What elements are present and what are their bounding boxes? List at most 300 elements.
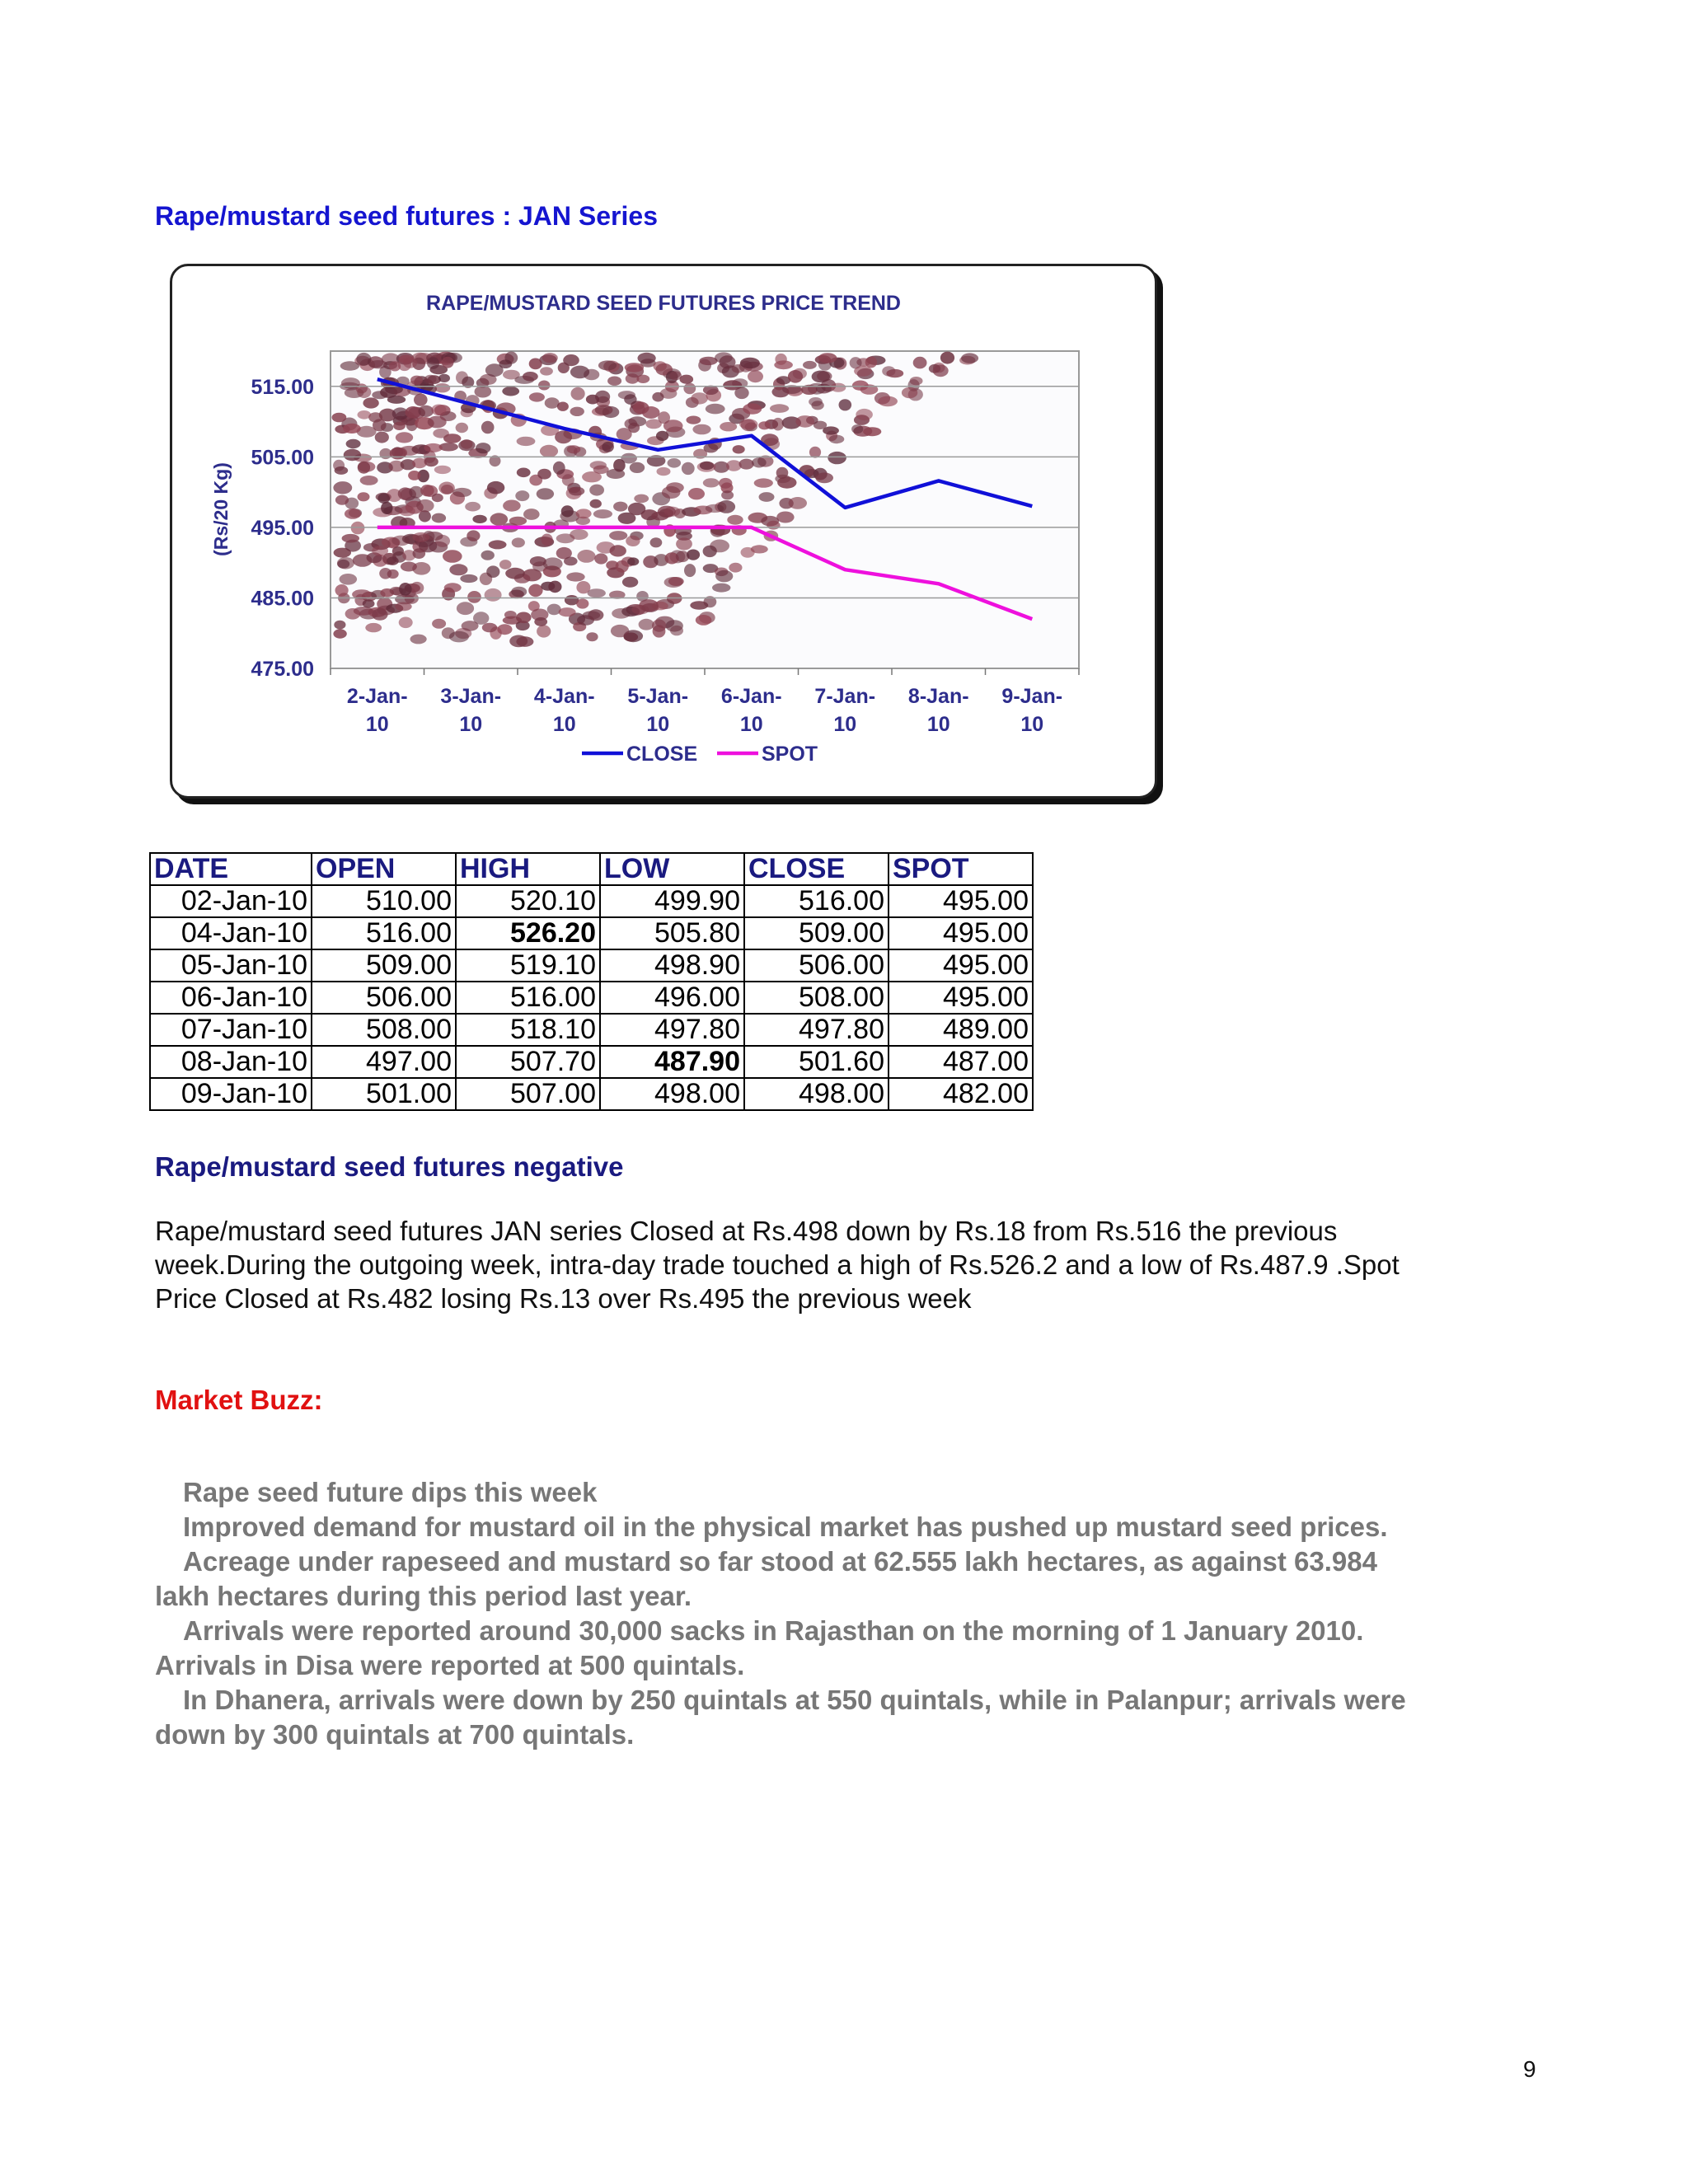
seed-dot (739, 459, 754, 470)
seed-dot (616, 560, 629, 573)
cell-high: 516.00 (456, 982, 600, 1014)
seed-dot (467, 591, 481, 603)
seed-dot (503, 500, 521, 512)
seed-dot (360, 476, 378, 485)
seed-dot (505, 568, 525, 579)
seed-dot (511, 587, 527, 598)
col-low: LOW (600, 853, 744, 885)
cell-date: 02-Jan-10 (150, 885, 312, 917)
seed-dot (691, 392, 708, 404)
seed-dot (545, 397, 560, 408)
seed-dot (803, 361, 817, 369)
y-tick-label: 475.00 (251, 658, 314, 681)
cell-spot: 489.00 (889, 1014, 1033, 1046)
seed-dot (829, 435, 845, 444)
cell-close: 498.00 (744, 1078, 889, 1110)
cell-low: 487.90 (600, 1046, 744, 1078)
cell-date: 09-Jan-10 (150, 1078, 312, 1110)
seed-dot (712, 583, 730, 593)
seed-dot (613, 502, 627, 512)
seed-dot (628, 503, 645, 515)
seed-dot (399, 617, 413, 629)
seed-dot (625, 419, 638, 429)
x-tick-label: 10 (365, 713, 389, 736)
table-row (150, 917, 1033, 949)
seed-dot (412, 532, 429, 542)
cell-open: 508.00 (312, 1014, 456, 1046)
cell-low: 498.90 (600, 949, 744, 982)
seed-dot (372, 608, 387, 620)
seed-dot (772, 418, 784, 431)
seed-dot (424, 375, 437, 384)
seed-dot (683, 383, 696, 395)
col-open: OPEN (312, 853, 456, 885)
table-row (150, 1078, 1033, 1110)
seed-dot (638, 353, 656, 364)
seed-dot (444, 583, 462, 592)
seed-dot (372, 391, 387, 399)
seed-dot (476, 443, 490, 453)
seed-dot (390, 448, 406, 460)
seed-dot (403, 358, 417, 368)
seed-dot (776, 467, 789, 479)
seed-dot (515, 490, 529, 501)
seed-dot (588, 588, 606, 598)
seed-dot (431, 405, 446, 416)
table-row (150, 885, 1033, 917)
cell-date: 06-Jan-10 (150, 982, 312, 1014)
seed-dot (562, 474, 574, 485)
seed-dot (759, 492, 775, 502)
seed-dot (586, 632, 598, 641)
seed-dot (427, 357, 439, 369)
seed-dot (346, 439, 361, 448)
seed-dot (852, 381, 869, 391)
seed-dot (473, 612, 489, 625)
summary-line: Price Closed at Rs.482 losing Rs.13 over Rs.495 the previous week (155, 1283, 972, 1314)
seed-dot (356, 353, 371, 366)
seed-dot (363, 599, 375, 607)
seed-dot (433, 429, 449, 438)
market-buzz-list (155, 1475, 1639, 1752)
page-number: 9 (1523, 2056, 1536, 2082)
seed-dot (555, 430, 572, 443)
cell-low: 497.80 (600, 1014, 744, 1046)
seed-dot (910, 377, 923, 385)
seed-dot (913, 357, 927, 369)
seed-dot (633, 401, 649, 414)
seed-dot (652, 392, 663, 402)
x-tick-label: 10 (646, 713, 670, 736)
seed-dot (414, 394, 428, 406)
seed-dot (537, 488, 554, 499)
seed-dot (543, 557, 563, 570)
seed-dot (372, 546, 388, 555)
seed-dot (358, 462, 370, 474)
seed-dot (472, 515, 486, 523)
seed-dot (933, 364, 949, 377)
seed-dot (559, 607, 576, 616)
seed-dot (353, 554, 373, 567)
cell-open: 516.00 (312, 917, 456, 949)
seed-dot (886, 369, 903, 377)
cell-high: 507.70 (456, 1046, 600, 1078)
seed-dot (517, 437, 536, 446)
seed-dot (690, 601, 708, 610)
seed-dot (412, 562, 430, 575)
seed-dot (658, 411, 670, 424)
table-header-row (150, 853, 1033, 885)
summary-line: week.During the outgoing week, intra-day trade touched a high of Rs.526.2 and a low of Rs.487.9 .Spot (155, 1249, 1400, 1280)
seed-dot (528, 584, 542, 598)
seed-dot (542, 534, 553, 546)
seed-dot (598, 360, 617, 370)
buzz-item: Acreage under rapeseed and mustard so far stood at 62.555 lakh hectares, as against 63.984 (183, 1546, 1377, 1577)
seed-dot (816, 384, 832, 394)
x-tick-label: 5-Jan- (627, 685, 689, 708)
seed-dot (590, 461, 607, 469)
seed-dot (452, 488, 471, 497)
table-row (150, 1014, 1033, 1046)
buzz-item-cont: down by 300 quintals at 700 quintals. (155, 1719, 635, 1750)
seed-dot (570, 529, 588, 540)
seed-dot (639, 599, 659, 612)
seed-dot (576, 581, 590, 593)
seed-dot (502, 387, 519, 396)
seed-dot (743, 403, 762, 414)
buzz-item: Arrivals were reported around 30,000 sacks in Rajasthan on the morning of 1 January 2010. (183, 1615, 1364, 1646)
seed-dot (418, 405, 434, 417)
seed-dot (432, 513, 446, 523)
seed-dot (410, 376, 423, 385)
seed-dot (961, 353, 978, 363)
seed-dot (703, 478, 720, 487)
seed-dot (340, 574, 358, 585)
buzz-item: In Dhanera, arrivals were down by 250 quintals at 550 quintals, while in Palanpur; arrivals were (183, 1685, 1406, 1715)
seed-dot (485, 588, 502, 602)
cell-open: 501.00 (312, 1078, 456, 1110)
x-tick-label: 6-Jan- (720, 685, 782, 708)
seed-dot (595, 405, 613, 415)
cell-date: 05-Jan-10 (150, 949, 312, 982)
seed-dot (449, 564, 467, 575)
cell-close: 506.00 (744, 949, 889, 982)
cell-close: 508.00 (744, 982, 889, 1014)
seed-dot (704, 443, 719, 452)
seed-dot (741, 547, 755, 558)
seed-dot (727, 515, 743, 525)
chart-title: RAPE/MUSTARD SEED FUTURES PRICE TREND (426, 292, 901, 315)
buzz-item-cont: Arrivals in Disa were reported at 500 quintals. (155, 1650, 745, 1680)
x-tick-label: 10 (739, 713, 763, 736)
seed-dot (428, 416, 447, 429)
cell-high: 507.00 (456, 1078, 600, 1110)
table-row (150, 1046, 1033, 1078)
seed-dot (818, 353, 837, 363)
negative-heading: Rape/mustard seed futures negative (155, 1151, 624, 1182)
chart-svg (172, 266, 1155, 796)
seed-dot (410, 582, 424, 594)
seed-dot (607, 377, 621, 386)
seed-dot (602, 442, 614, 452)
y-axis-label: (Rs/20 Kg) (210, 462, 232, 556)
seed-dot (387, 396, 406, 404)
x-tick-label: 4-Jan- (533, 685, 595, 708)
seed-dot (676, 537, 692, 550)
seed-dot (622, 577, 638, 588)
seed-dot (586, 395, 599, 405)
seed-dot (434, 466, 451, 474)
seed-dot (657, 467, 671, 476)
seed-dot (721, 490, 734, 499)
seed-dot (706, 404, 725, 415)
seed-dot (569, 487, 584, 496)
y-tick-label: 485.00 (251, 587, 314, 611)
cell-high: 520.10 (456, 885, 600, 917)
cell-low: 496.00 (600, 982, 744, 1014)
seed-dot (424, 457, 438, 466)
seed-dot (420, 485, 434, 496)
seed-dot (333, 481, 352, 494)
seed-dot (416, 499, 434, 512)
seed-dot (523, 509, 540, 520)
seed-dot (703, 546, 717, 557)
seed-dot (878, 396, 898, 407)
seed-dot (373, 419, 387, 431)
seed-dot (335, 466, 349, 475)
seed-dot (624, 394, 636, 405)
seed-dot (461, 439, 473, 449)
summary-line: Rape/mustard seed futures JAN series Closed at Rs.498 down by Rs.18 from Rs.516 the previous (155, 1216, 1338, 1246)
seed-dot (332, 413, 347, 423)
seed-dot (570, 366, 589, 379)
seed-dot (443, 550, 462, 563)
seed-dot (345, 509, 361, 519)
table-row (150, 949, 1033, 982)
seed-dot (593, 509, 612, 518)
buzz-item: Improved demand for mustard oil in the physical market has pushed up mustard seed prices. (183, 1511, 1388, 1542)
seed-dot (715, 570, 733, 583)
cell-date: 07-Jan-10 (150, 1014, 312, 1046)
seed-dot (720, 422, 737, 431)
seed-dot (499, 560, 512, 569)
buzz-item: Rape seed future dips this week (183, 1477, 598, 1507)
seed-dot (719, 478, 732, 489)
col-high: HIGH (456, 853, 600, 885)
seed-dot (561, 505, 574, 517)
seed-dot (381, 502, 392, 514)
seed-dot (567, 445, 581, 453)
seed-dot (537, 625, 551, 637)
col-date: DATE (150, 853, 312, 885)
seed-dot (542, 353, 558, 363)
seed-dot (410, 635, 427, 644)
seed-dot (668, 577, 684, 586)
seed-dot (509, 517, 527, 526)
seed-dot (831, 383, 846, 392)
seed-dot (340, 361, 359, 370)
seed-dot (523, 372, 538, 382)
seed-dot (687, 416, 701, 424)
seed-dot (337, 560, 349, 569)
seed-dot (482, 623, 497, 633)
seed-dot (363, 397, 378, 408)
seed-dot (389, 361, 401, 371)
seed-dot (358, 492, 370, 501)
seed-dot (609, 531, 627, 540)
seed-dot (342, 534, 359, 543)
cell-close: 509.00 (744, 917, 889, 949)
seed-dot (457, 602, 474, 615)
seed-dot (639, 619, 654, 630)
x-tick-label: 9-Jan- (1001, 685, 1063, 708)
seed-dot (438, 374, 450, 382)
seed-dot (335, 584, 349, 597)
seed-dot (636, 375, 649, 383)
seed-dot (534, 617, 547, 626)
seed-dot (548, 581, 561, 593)
seed-dot (481, 551, 495, 560)
seed-dot (529, 359, 542, 370)
seed-dot (570, 407, 584, 416)
seed-dot (456, 423, 468, 433)
cell-close: 497.80 (744, 1014, 889, 1046)
cell-high: 526.20 (456, 917, 600, 949)
seed-dot (434, 383, 450, 392)
seed-dot (851, 424, 863, 434)
seed-dot (767, 521, 780, 530)
cell-spot: 487.00 (889, 1046, 1033, 1078)
seed-dot (839, 399, 852, 410)
seed-dot (438, 482, 455, 494)
cell-close: 501.60 (744, 1046, 889, 1078)
cell-date: 04-Jan-10 (150, 917, 312, 949)
cell-open: 509.00 (312, 949, 456, 982)
seed-dot (571, 387, 585, 401)
y-tick-label: 495.00 (251, 516, 314, 540)
seed-dot (650, 537, 663, 547)
seed-dot (687, 550, 700, 560)
col-close: CLOSE (744, 853, 889, 885)
seed-dot (662, 486, 681, 499)
seed-dot (688, 488, 705, 499)
x-tick-label: 10 (1020, 713, 1044, 736)
x-tick-label: 10 (833, 713, 857, 736)
cell-spot: 495.00 (889, 917, 1033, 949)
seed-dot (540, 445, 558, 457)
seed-dot (529, 392, 545, 401)
seed-dot (387, 557, 399, 565)
seed-dot (590, 499, 602, 509)
seed-dot (817, 371, 832, 382)
seed-dot (413, 548, 426, 559)
seed-dot (863, 427, 881, 436)
seed-dot (341, 377, 360, 389)
seed-dot (460, 574, 477, 583)
x-tick-label: 2-Jan- (346, 685, 408, 708)
seed-dot (856, 409, 873, 420)
seed-dot (788, 370, 803, 383)
seed-dot (442, 357, 454, 368)
seed-dot (481, 421, 495, 434)
cell-close: 516.00 (744, 885, 889, 917)
seed-dot (517, 468, 531, 478)
seed-dot (487, 481, 504, 494)
seed-dot (739, 419, 757, 429)
seed-dot (393, 422, 406, 430)
cell-low: 499.90 (600, 885, 744, 917)
seed-dot (537, 469, 551, 480)
cell-date: 08-Jan-10 (150, 1046, 312, 1078)
table-row (150, 982, 1033, 1014)
seed-dot (344, 449, 361, 461)
seed-dot (902, 387, 917, 398)
seed-dot (504, 611, 517, 619)
seed-dot (369, 360, 387, 368)
seed-dot (577, 550, 595, 563)
legend-label-close: CLOSE (626, 743, 698, 766)
seed-dot (729, 563, 742, 573)
seed-dot (625, 363, 644, 372)
seed-dot (576, 598, 588, 608)
seed-dot (823, 426, 839, 434)
seed-dot (795, 415, 814, 428)
seed-dot (333, 629, 346, 638)
seed-dot (774, 360, 793, 369)
seed-dot (564, 557, 578, 566)
x-tick-label: 10 (459, 713, 483, 736)
seed-dot (335, 495, 349, 505)
seed-dot (449, 631, 469, 643)
buzz-item-cont: lakh hectares during this period last year. (155, 1581, 692, 1611)
market-buzz-title: Market Buzz: (155, 1385, 323, 1415)
seed-dot (516, 636, 533, 647)
seed-dot (540, 367, 553, 375)
seed-dot (365, 623, 382, 632)
seed-dot (758, 421, 771, 429)
cell-open: 510.00 (312, 885, 456, 917)
seed-dot (379, 568, 392, 579)
seed-dot (499, 359, 512, 368)
seed-dot (610, 545, 626, 556)
seed-dot (865, 357, 877, 368)
col-spot: SPOT (889, 853, 1033, 885)
seed-dot (486, 565, 499, 578)
seed-dot (424, 443, 442, 452)
seed-dot (700, 462, 714, 470)
y-tick-label: 505.00 (251, 446, 314, 470)
seed-dot (754, 478, 773, 487)
seed-dot (563, 354, 579, 366)
y-tick-label: 515.00 (251, 375, 314, 399)
seed-dot (512, 537, 525, 547)
seed-dot (669, 371, 682, 380)
seed-dot (684, 564, 696, 577)
seed-dot (770, 404, 789, 413)
seed-dot (589, 485, 604, 496)
seed-dot (621, 453, 637, 464)
seed-dot (630, 462, 645, 473)
cell-high: 518.10 (456, 1014, 600, 1046)
seed-dot (594, 553, 607, 564)
seed-dot (399, 583, 412, 596)
cell-spot: 495.00 (889, 982, 1033, 1014)
seed-dot (553, 462, 565, 475)
seed-dot (627, 557, 639, 565)
seed-dot (809, 397, 823, 406)
price-table (149, 852, 1034, 1111)
seed-dot (588, 609, 603, 621)
